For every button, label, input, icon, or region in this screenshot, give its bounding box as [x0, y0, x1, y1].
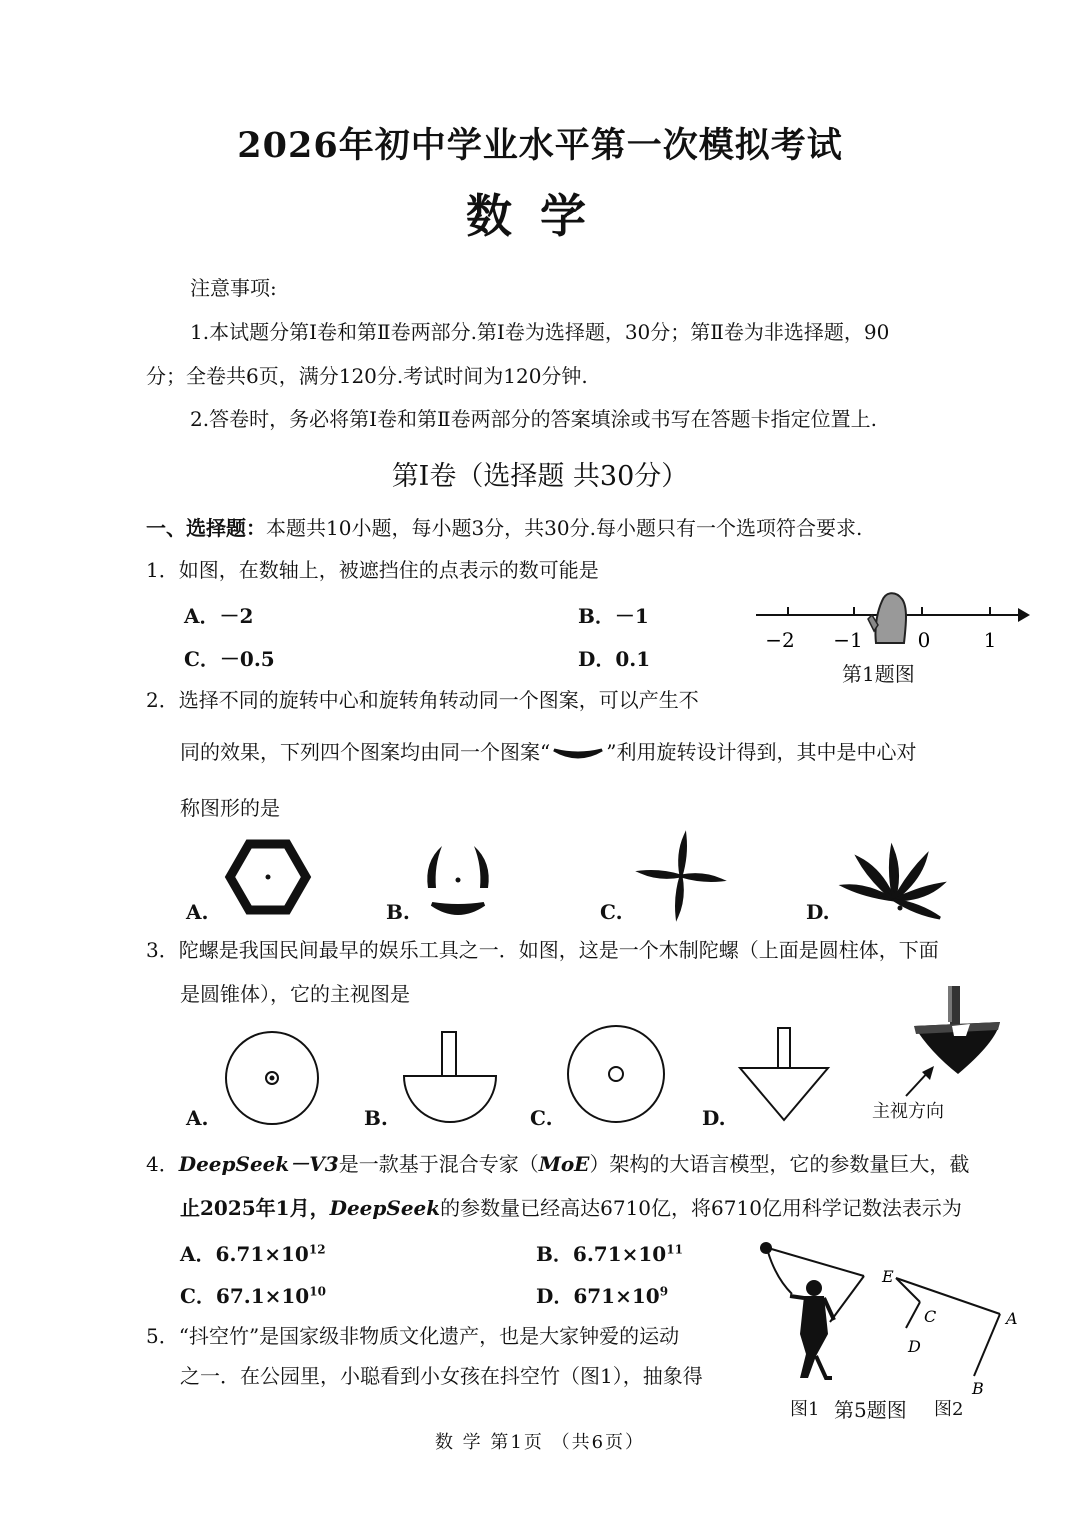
q4-line-1: [146, 1150, 969, 1178]
q4-option-b: [536, 1238, 683, 1267]
q4-b-exp: 11: [666, 1242, 683, 1257]
q4-b-label: B．: [536, 1242, 573, 1266]
crescent-pattern-icon: [550, 744, 606, 764]
q1-number-line-figure: [750, 585, 1040, 665]
notice-item-2: 2.答卷时，务必将第Ⅰ卷和第Ⅱ卷两部分的答案填涂或书写在答题卡指定位置上.: [190, 407, 877, 431]
q3-label-b: B.: [364, 1106, 388, 1130]
q4-model-name: DeepSeek－V3: [178, 1152, 339, 1176]
q4-d-base: 671×10: [573, 1284, 660, 1308]
arrow-head-icon: [1018, 608, 1030, 622]
q4-a-label: A．: [180, 1242, 216, 1266]
point-label-d: D: [908, 1337, 921, 1356]
q4-number: 4．: [146, 1152, 179, 1176]
q4-line-2: [180, 1194, 962, 1222]
instruction-label: 一、选择题：: [146, 516, 266, 540]
point-label-b: B: [972, 1379, 984, 1398]
q3-option-c-figure: [566, 1024, 666, 1124]
q2-line-1: 2．选择不同的旋转中心和旋转角转动同一个图案，可以产生不: [146, 688, 699, 712]
q5-fig1-label: 图1: [790, 1399, 820, 1420]
q4-line-1-c: ）架构的大语言模型，它的参数量巨大，截: [589, 1152, 970, 1176]
q1-option-a: A．－2: [184, 604, 254, 628]
instruction-text: 本题共10小题，每小题3分，共30分.每小题只有一个选项符合要求.: [266, 516, 863, 540]
page-footer: 数 学 第1页 （共6页）: [434, 1432, 646, 1453]
tick-label: −1: [833, 628, 863, 652]
point-label-e: E: [882, 1267, 894, 1286]
q3-label-a: A.: [186, 1106, 209, 1130]
q4-moe: MoE: [538, 1152, 590, 1176]
q5-line-2: 之一．在公园里，小聪看到小女孩在抖空竹（图1），抽象得: [180, 1364, 703, 1388]
q2-figure-a: [218, 832, 318, 922]
q4-d-exp: 9: [659, 1284, 669, 1299]
q4-a-base: 6.71×10: [215, 1242, 309, 1266]
q1-stem: 1．如图，在数轴上，被遮挡住的点表示的数可能是: [146, 558, 599, 582]
q2-line-2-b: ”利用旋转设计得到，其中是中心对: [606, 740, 917, 764]
q3-label-c: C.: [530, 1106, 553, 1130]
q3-line-2: 是圆锥体），它的主视图是: [180, 982, 410, 1006]
q3-line-1: 3．陀螺是我国民间最早的娱乐工具之一．如图，这是一个木制陀螺（上面是圆柱体，下面: [146, 938, 939, 962]
q4-option-d: [536, 1280, 668, 1309]
q4-option-a: [180, 1238, 326, 1267]
q4-a-exp: 12: [308, 1242, 326, 1257]
q2-line-2: [180, 738, 916, 766]
q2-label-a: A.: [186, 900, 209, 924]
subject-title: 数学: [466, 189, 614, 243]
q4-line-2-a: 止2025年1月，: [180, 1196, 330, 1220]
point-label-c: C: [924, 1307, 937, 1326]
q4-d-label: D．: [536, 1284, 574, 1308]
q4-c-exp: 10: [309, 1284, 326, 1299]
notice-item-1-line-1: 1.本试题分第Ⅰ卷和第Ⅱ卷两部分.第Ⅰ卷为选择题，30分；第Ⅱ卷为非选择题，90: [190, 320, 890, 344]
q2-line-2-a: 同的效果，下列四个图案均由同一个图案“: [180, 740, 551, 764]
q1-option-c: C．－0.5: [184, 647, 275, 671]
tick-label: 1: [983, 628, 997, 652]
notice-heading: 注意事项:: [190, 276, 277, 300]
q5-line-1: 5．“抖空竹”是国家级非物质文化遗产，也是大家钟爱的运动: [146, 1324, 680, 1348]
q4-line-1-b: 是一款基于混合专家（: [338, 1152, 539, 1176]
q1-option-d: D．0.1: [578, 647, 651, 671]
mitten-cover-icon: [875, 593, 906, 643]
q2-label-b: B.: [386, 900, 410, 924]
q2-label-c: C.: [600, 900, 623, 924]
section-title: 第Ⅰ卷（选择题 共30分）: [391, 461, 689, 492]
q3-label-d: D.: [702, 1106, 726, 1130]
q4-option-c: [180, 1280, 326, 1309]
q2-label-d: D.: [806, 900, 830, 924]
direction-arrow-icon: [900, 1062, 940, 1102]
q3-direction-label: 主视方向: [872, 1101, 944, 1122]
exam-title: 2026年初中学业水平第一次模拟考试: [237, 125, 843, 166]
notice-item-1-line-2: 分；全卷共6页，满分120分.考试时间为120分钟.: [146, 364, 588, 388]
q2-figure-c: [636, 834, 726, 918]
q3-option-a-figure: [222, 1028, 322, 1128]
q1-option-b: B．－1: [578, 604, 649, 628]
q2-line-3: 称图形的是: [180, 796, 280, 820]
point-label-a: A: [1006, 1309, 1018, 1328]
section-instruction: [146, 514, 862, 542]
q5-fig2-label: 图2: [934, 1399, 964, 1420]
tick-label: −2: [765, 628, 795, 652]
q4-model-name-2: DeepSeek: [329, 1196, 441, 1220]
q5-caption: 第5题图: [834, 1398, 907, 1422]
q4-c-label: C．: [180, 1284, 216, 1308]
tick-label: 0: [917, 628, 931, 652]
q2-figure-b: [418, 842, 498, 922]
q2-figure-d: [838, 842, 948, 912]
q4-line-2-b: 的参数量已经高达6710亿，将6710亿用科学记数法表示为: [440, 1196, 962, 1220]
q5-figure-1-girl-diabolo: [756, 1238, 876, 1398]
q3-option-d-figure: [738, 1026, 832, 1124]
q1-caption: 第1题图: [842, 662, 915, 686]
q5-figure-2-geometry: [880, 1266, 1030, 1396]
q3-option-b-figure: [400, 1030, 500, 1126]
q4-b-base: 6.71×10: [572, 1242, 667, 1266]
q4-c-base: 67.1×10: [215, 1284, 310, 1308]
